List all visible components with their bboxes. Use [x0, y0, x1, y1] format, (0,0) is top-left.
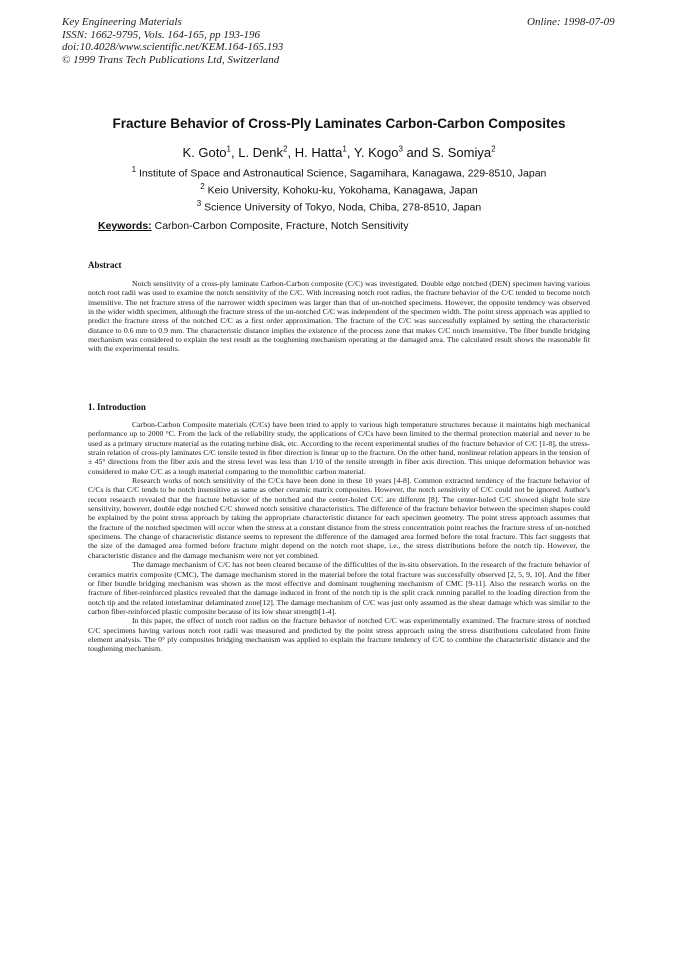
author-2: L. Denk$^2$,: [238, 145, 295, 161]
affiliation-3: $^3$ Science University of Tokyo, Noda, Chiba, 278-8510, Japan: [196, 199, 482, 214]
journal-header: [62, 16, 283, 66]
intro-paragraph-1: Carbon-Carbon Composite materials (C/Cs) have been tried to apply to various high temperature structures because it maintains high mechanical performance up to 2000 °C. From the lack of the reliability study, the applications of C/Cs have been limited to the thermal protection material and never to be used as a primary structure material as the rotating turbine disk, etc. According to the recent experimental studies of the fracture behavior of C/C [1-8], the stress-strain relation of cross-ply laminates C/C tensile tested in fiber direction is linear up to the fracture. On the other hand, nonlinear relation appears in the tension of ± 45° directions from the fiber axis and the stress level was less than 1/10 of the tensile strength in fiber axis direction. This unique deformation behavior was considered to make C/C as a tough material comparing to the monolithic carbon material.: [88, 420, 590, 476]
abstract-body: [88, 279, 590, 354]
copyright-line: © 1999 Trans Tech Publications Ltd, Switzerland: [62, 53, 280, 66]
author-4: Y. Kogo$^3$ and: [353, 145, 432, 161]
affiliation-2: $^2$ Keio University, Kohoku-ku, Yokohama, Kanagawa, Japan: [200, 182, 478, 197]
keywords-text: Carbon-Carbon Composite, Fracture, Notch Sensitivity: [154, 220, 409, 232]
intro-paragraph-2: Research works of notch sensitivity of the C/Cs have been done in these 10 years [4-8]. Common extracted tendency of the fracture behavior of C/Cs is that C/C tends to be notch insensitive as same as other ceramic matrix composites. However, the notch sensitivity of C/C could not be ignored. Author's recent research revealed that the fracture behavior of the notched and the center-holed C/C are different [8]. The center-holed C/C showed slight hole size sensitivity, however, double edge notched C/C showed notch sensitive characteristics. The difference of the fracture behavior between the specimen shapes could be explained by the point stress approach by taking the appropriate characteristic distance for each specimen geometry. The point stress approach assumes that the fracture of the notched specimen will occur when the stress at a constant distance from the stress concentration point reaches the fracture stress of un-notched specimens. The change of characteristic distance seems to represent the difference of the damaged area formed before the total fracture. This fact suggests that the size of the damaged area formed before fracture might depend on the notch root shape, i.e., the stress distributions before the notch tip. However, the characteristic distance and the damage mechanism were not yet combined.: [88, 476, 590, 560]
abstract-heading: Abstract: [88, 260, 122, 270]
affiliation-1: $^1$ Institute of Space and Astronautical Science, Sagamihara, Kanagawa, 229-8510, Japan: [131, 165, 547, 180]
paper-title: Fracture Behavior of Cross-Ply Laminates Carbon-Carbon Composites: [112, 116, 566, 131]
issn-line: ISSN: 1662-9795, Vols. 164-165, pp 193-196: [62, 28, 260, 41]
abstract-paragraph: Notch sensitivity of a cross-ply laminate Carbon-Carbon composite (C/C) was investigated. Double edge notched (DEN) specimen having various notch root radii was used to examine the notch sensitivity of the C/C. With increasing notch root radius, the fracture behavior of the C/C tended to become notch insensitive. The net fracture stress of the narrower width specimen was larger than that of un-notched specimens. However, the opposite tendency was observed in the wider width specimen, although the fracture stress of the un-notched C/C was independent of the specimen width. The point stress approach was applied to predict the fracture stress of the notched C/C as a first order approximation. The fracture of the C/C was successfully explained by setting the characteristic distance to 0.6 mm to 0.9 mm. The characteristic distance implies the existence of the process zone that makes C/C notch insensitive. The fiber bundle bridging mechanism was considered to explain the test result as the toughening mechanism operating at the damaged area. The calculated result shows the reasonable fit with the experimental results.: [88, 279, 590, 354]
doi-line: doi:10.4028/www.scientific.net/KEM.164-165.193: [62, 41, 284, 53]
author-1: K. Goto$^1$,: [182, 145, 239, 161]
keywords-label: Keywords:: [98, 220, 152, 232]
keywords-line: [98, 220, 408, 232]
author-3: H. Hatta$^1$,: [294, 145, 354, 161]
author-list: [0, 145, 678, 160]
introduction-body: [88, 420, 590, 654]
online-date: Online: 1998-07-09: [527, 16, 615, 28]
journal-name: Key Engineering Materials: [62, 16, 182, 28]
intro-paragraph-4: In this paper, the effect of notch root radius on the fracture behavior of notched C/C was experimentally examined. The fracture stress of notched C/C specimens having various notch root radii was measured and predicted by the point stress approach using the stress distributions calculated from finite element analysis. The 0° ply composites bridging mechanism was applied to explain the fracture tendency of C/C to combine the characteristic distance and the toughening mechanism.: [88, 616, 590, 654]
author-5: S. Somiya$^2$: [431, 145, 496, 161]
introduction-heading: 1. Introduction: [88, 402, 146, 412]
intro-paragraph-3: The damage mechanism of C/C has not been cleared because of the difficulties of the in-situ observation. In the research of the fracture behavior of ceramics matrix composite (CMC), The damage mechanism stored in the material before the total fracture was successfully observed [2, 5, 9, 10]. And the fiber or fiber bundle bridging mechanism was shown as the most effective and dominant toughening mechanism of CMC [9-11]. Also the research works on the fracture of fiber-reinforced plastics revealed that the damage induced in front of the notch tip is the split crack running parallel to the loading direction from the notch tip and the related interlaminar delaminated zone[12]. The damage mechanism of C/C was just only assumed as the shear damage which was similar to the carbon fiber-reinforced plastic composite because of its low shear strength[1-4].: [88, 560, 590, 616]
